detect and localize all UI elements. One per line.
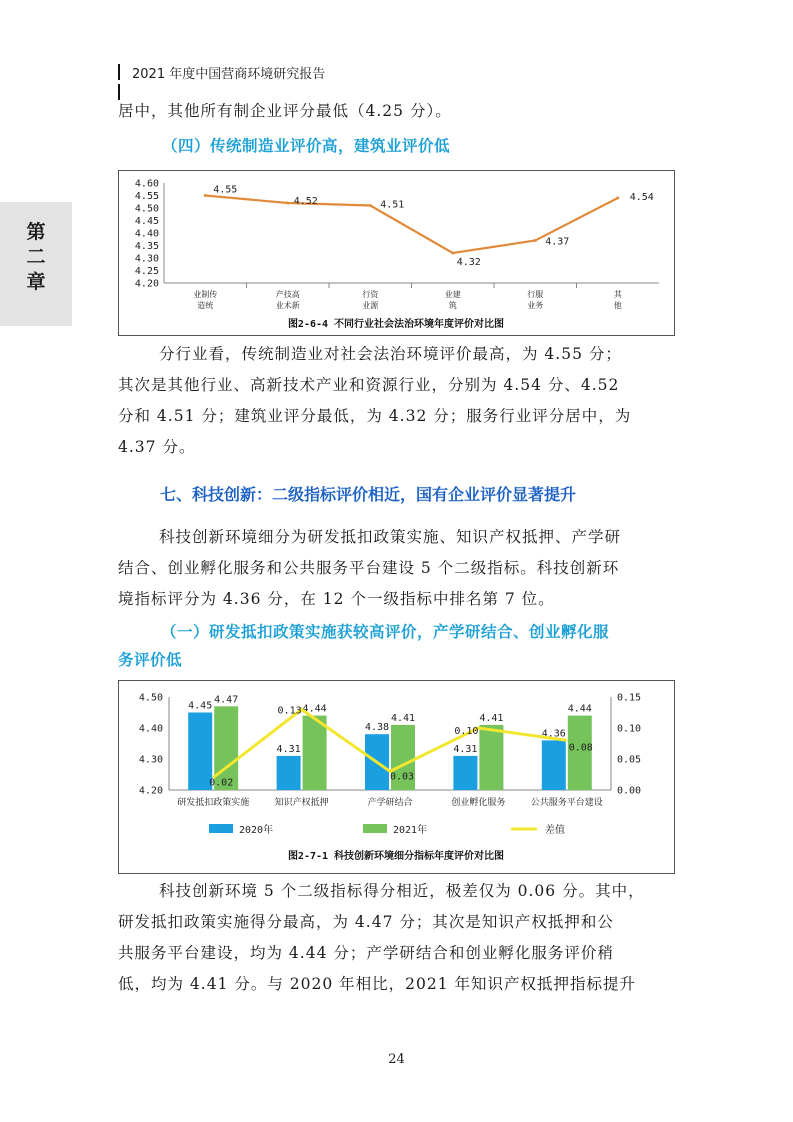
- x-category-label: 他: [613, 301, 622, 310]
- data-label: 4.32: [456, 257, 481, 268]
- x-category-label: 研发抵扣政策实施: [177, 798, 250, 808]
- left-tick-label: 4.50: [138, 692, 163, 704]
- x-category-label: 产技高: [275, 290, 300, 299]
- industry-line-1: 分行业看，传统制造业对社会法治环境评价最高，为 4.55 分；: [159, 345, 622, 363]
- tech-bar-chart-svg: [119, 681, 674, 873]
- legend-2021-label: 2021年: [393, 825, 428, 836]
- bar-2021-label: 4.44: [302, 703, 327, 715]
- legend-2021-swatch: [363, 824, 387, 833]
- legend-2020-label: 2020年: [239, 825, 274, 836]
- chart-title: 图2-7-1 科技创新环境细分指标年度评价对比图: [287, 851, 505, 862]
- header-marker: [118, 64, 124, 80]
- industry-line-chart: [118, 170, 675, 336]
- x-category-label: 产学研结合: [367, 798, 413, 808]
- diff-label: 0.03: [389, 771, 415, 783]
- x-category-label: 业制传: [193, 290, 218, 299]
- diff-label: 0.13: [277, 705, 302, 717]
- subheading-1-line-2: 务评价低: [118, 650, 183, 669]
- x-category-label: 业建: [444, 290, 461, 299]
- right-tick-label: 0.15: [617, 692, 642, 704]
- section-7-heading: 七、科技创新：二级指标评价相近，国有企业评价显著提升: [160, 485, 577, 504]
- x-category-label: 业术新: [275, 301, 300, 310]
- diff-label: 0.02: [209, 777, 234, 789]
- data-label: 4.52: [293, 196, 318, 207]
- chapter-tab-line2: 二: [26, 246, 46, 268]
- chapter-tab-line3: 章: [26, 271, 46, 293]
- diff-label: 0.10: [454, 726, 479, 737]
- data-point: [369, 204, 372, 207]
- tech-paragraph: [118, 522, 678, 615]
- bar-2021-label: 4.41: [479, 712, 504, 724]
- diff-label: 0.08: [568, 742, 593, 754]
- left-tick-label: 4.40: [138, 723, 163, 735]
- bar-2021: [479, 725, 503, 790]
- right-tick-label: 0.05: [617, 754, 642, 766]
- bar-2020: [542, 740, 566, 790]
- running-header: 2021 年度中国营商环境研究报告: [132, 67, 326, 82]
- left-tick-label: 4.30: [138, 754, 163, 766]
- industry-line-4: 4.37 分。: [118, 438, 196, 456]
- right-tick-label: 0.00: [617, 785, 642, 797]
- tech-line-2: 结合、创业孵化服务和公共服务平台建设 5 个二级指标。科技创新环: [118, 559, 620, 577]
- data-point: [534, 239, 537, 242]
- y-tick-label: 4.55: [134, 191, 159, 202]
- bar-2020-label: 4.38: [364, 722, 390, 734]
- data-label: 4.51: [380, 199, 405, 211]
- bar-2020-label: 4.31: [276, 743, 301, 755]
- industry-line-chart-svg: [119, 171, 674, 335]
- y-tick-label: 4.20: [134, 278, 159, 290]
- bar-2021-label: 4.41: [390, 712, 416, 724]
- final-paragraph: [118, 876, 678, 1000]
- bar-2021-label: 4.47: [214, 694, 239, 706]
- y-tick-label: 4.30: [134, 253, 159, 265]
- x-category-label: 业务: [527, 301, 544, 310]
- x-category-label: 公共服务平台建设: [530, 798, 603, 808]
- y-tick-label: 4.35: [134, 241, 159, 252]
- final-line-3: 共服务平台建设，均为 4.44 分；产学研结合和创业孵化服务评价稍: [118, 944, 614, 962]
- data-point: [286, 202, 289, 205]
- x-category-label: 造统: [197, 301, 214, 310]
- data-point: [451, 252, 454, 255]
- left-tick-label: 4.20: [138, 785, 163, 797]
- subheading-1-line-1: （一）研发抵扣政策实施获较高评价，产学研结合、创业孵化服: [161, 622, 610, 641]
- bar-2021: [303, 716, 327, 790]
- y-tick-label: 4.45: [134, 216, 159, 227]
- final-line-1: 科技创新环境 5 个二级指标得分相近，极差仅为 0.06 分。其中，: [159, 882, 645, 900]
- x-category-label: 行服: [527, 290, 544, 299]
- x-category-label: 行资: [362, 290, 379, 299]
- final-line-2: 研发抵扣政策实施得分最高，为 4.47 分；其次是知识产权抵押和公: [118, 913, 614, 931]
- chapter-tab-line1: 第: [26, 221, 46, 243]
- data-label: 4.37: [545, 236, 570, 248]
- bar-2020: [277, 756, 301, 790]
- industry-line-2: 其次是其他行业、高新技术产业和资源行业，分别为 4.54 分、4.52: [118, 376, 620, 394]
- y-tick-label: 4.25: [134, 266, 159, 277]
- y-tick-label: 4.50: [134, 203, 159, 215]
- chart-title: 图2-6-4 不同行业社会法治环境年度评价对比图: [287, 319, 505, 330]
- subheading-1: [118, 618, 678, 674]
- tech-bar-chart: [118, 680, 675, 874]
- data-point: [616, 197, 619, 200]
- data-label: 4.54: [629, 192, 654, 203]
- bar-2021-label: 4.44: [567, 703, 592, 715]
- legend-2020-swatch: [209, 824, 233, 833]
- tech-line-1: 科技创新环境细分为研发抵扣政策实施、知识产权抵押、产学研: [159, 528, 622, 546]
- industry-line-3: 分和 4.51 分；建筑业评分最低，为 4.32 分；服务行业评分居中，为: [118, 407, 632, 425]
- page-number: 24: [388, 1052, 405, 1067]
- final-line-4: 低，均为 4.41 分。与 2020 年相比，2021 年知识产权抵押指标提升: [118, 975, 637, 993]
- bar-2020-label: 4.45: [188, 700, 213, 712]
- tech-line-3: 境指标评分为 4.36 分，在 12 个一级指标中排名第 7 位。: [118, 590, 555, 608]
- x-category-label: 知识产权抵押: [274, 798, 329, 808]
- y-tick-label: 4.40: [134, 228, 159, 240]
- right-tick-label: 0.10: [617, 723, 642, 735]
- y-tick-label: 4.60: [134, 178, 159, 190]
- bar-2020-label: 4.31: [453, 743, 478, 755]
- chapter-tab: [0, 202, 72, 326]
- subheading-4: （四）传统制造业评价高，建筑业评价低: [162, 136, 451, 155]
- bar-2020-label: 4.36: [541, 728, 566, 740]
- x-category-label: 其: [613, 290, 622, 299]
- bar-2020: [453, 756, 477, 790]
- industry-paragraph: [118, 339, 678, 463]
- data-point: [204, 194, 207, 197]
- x-category-label: 筑: [448, 301, 457, 310]
- intro-paragraph: 居中，其他所有制企业评分最低（4.25 分）。: [118, 102, 452, 120]
- legend-diff-label: 差值: [545, 825, 565, 836]
- data-label: 4.55: [213, 184, 238, 196]
- x-category-label: 创业孵化服务: [451, 798, 506, 808]
- x-category-label: 业源: [362, 301, 379, 310]
